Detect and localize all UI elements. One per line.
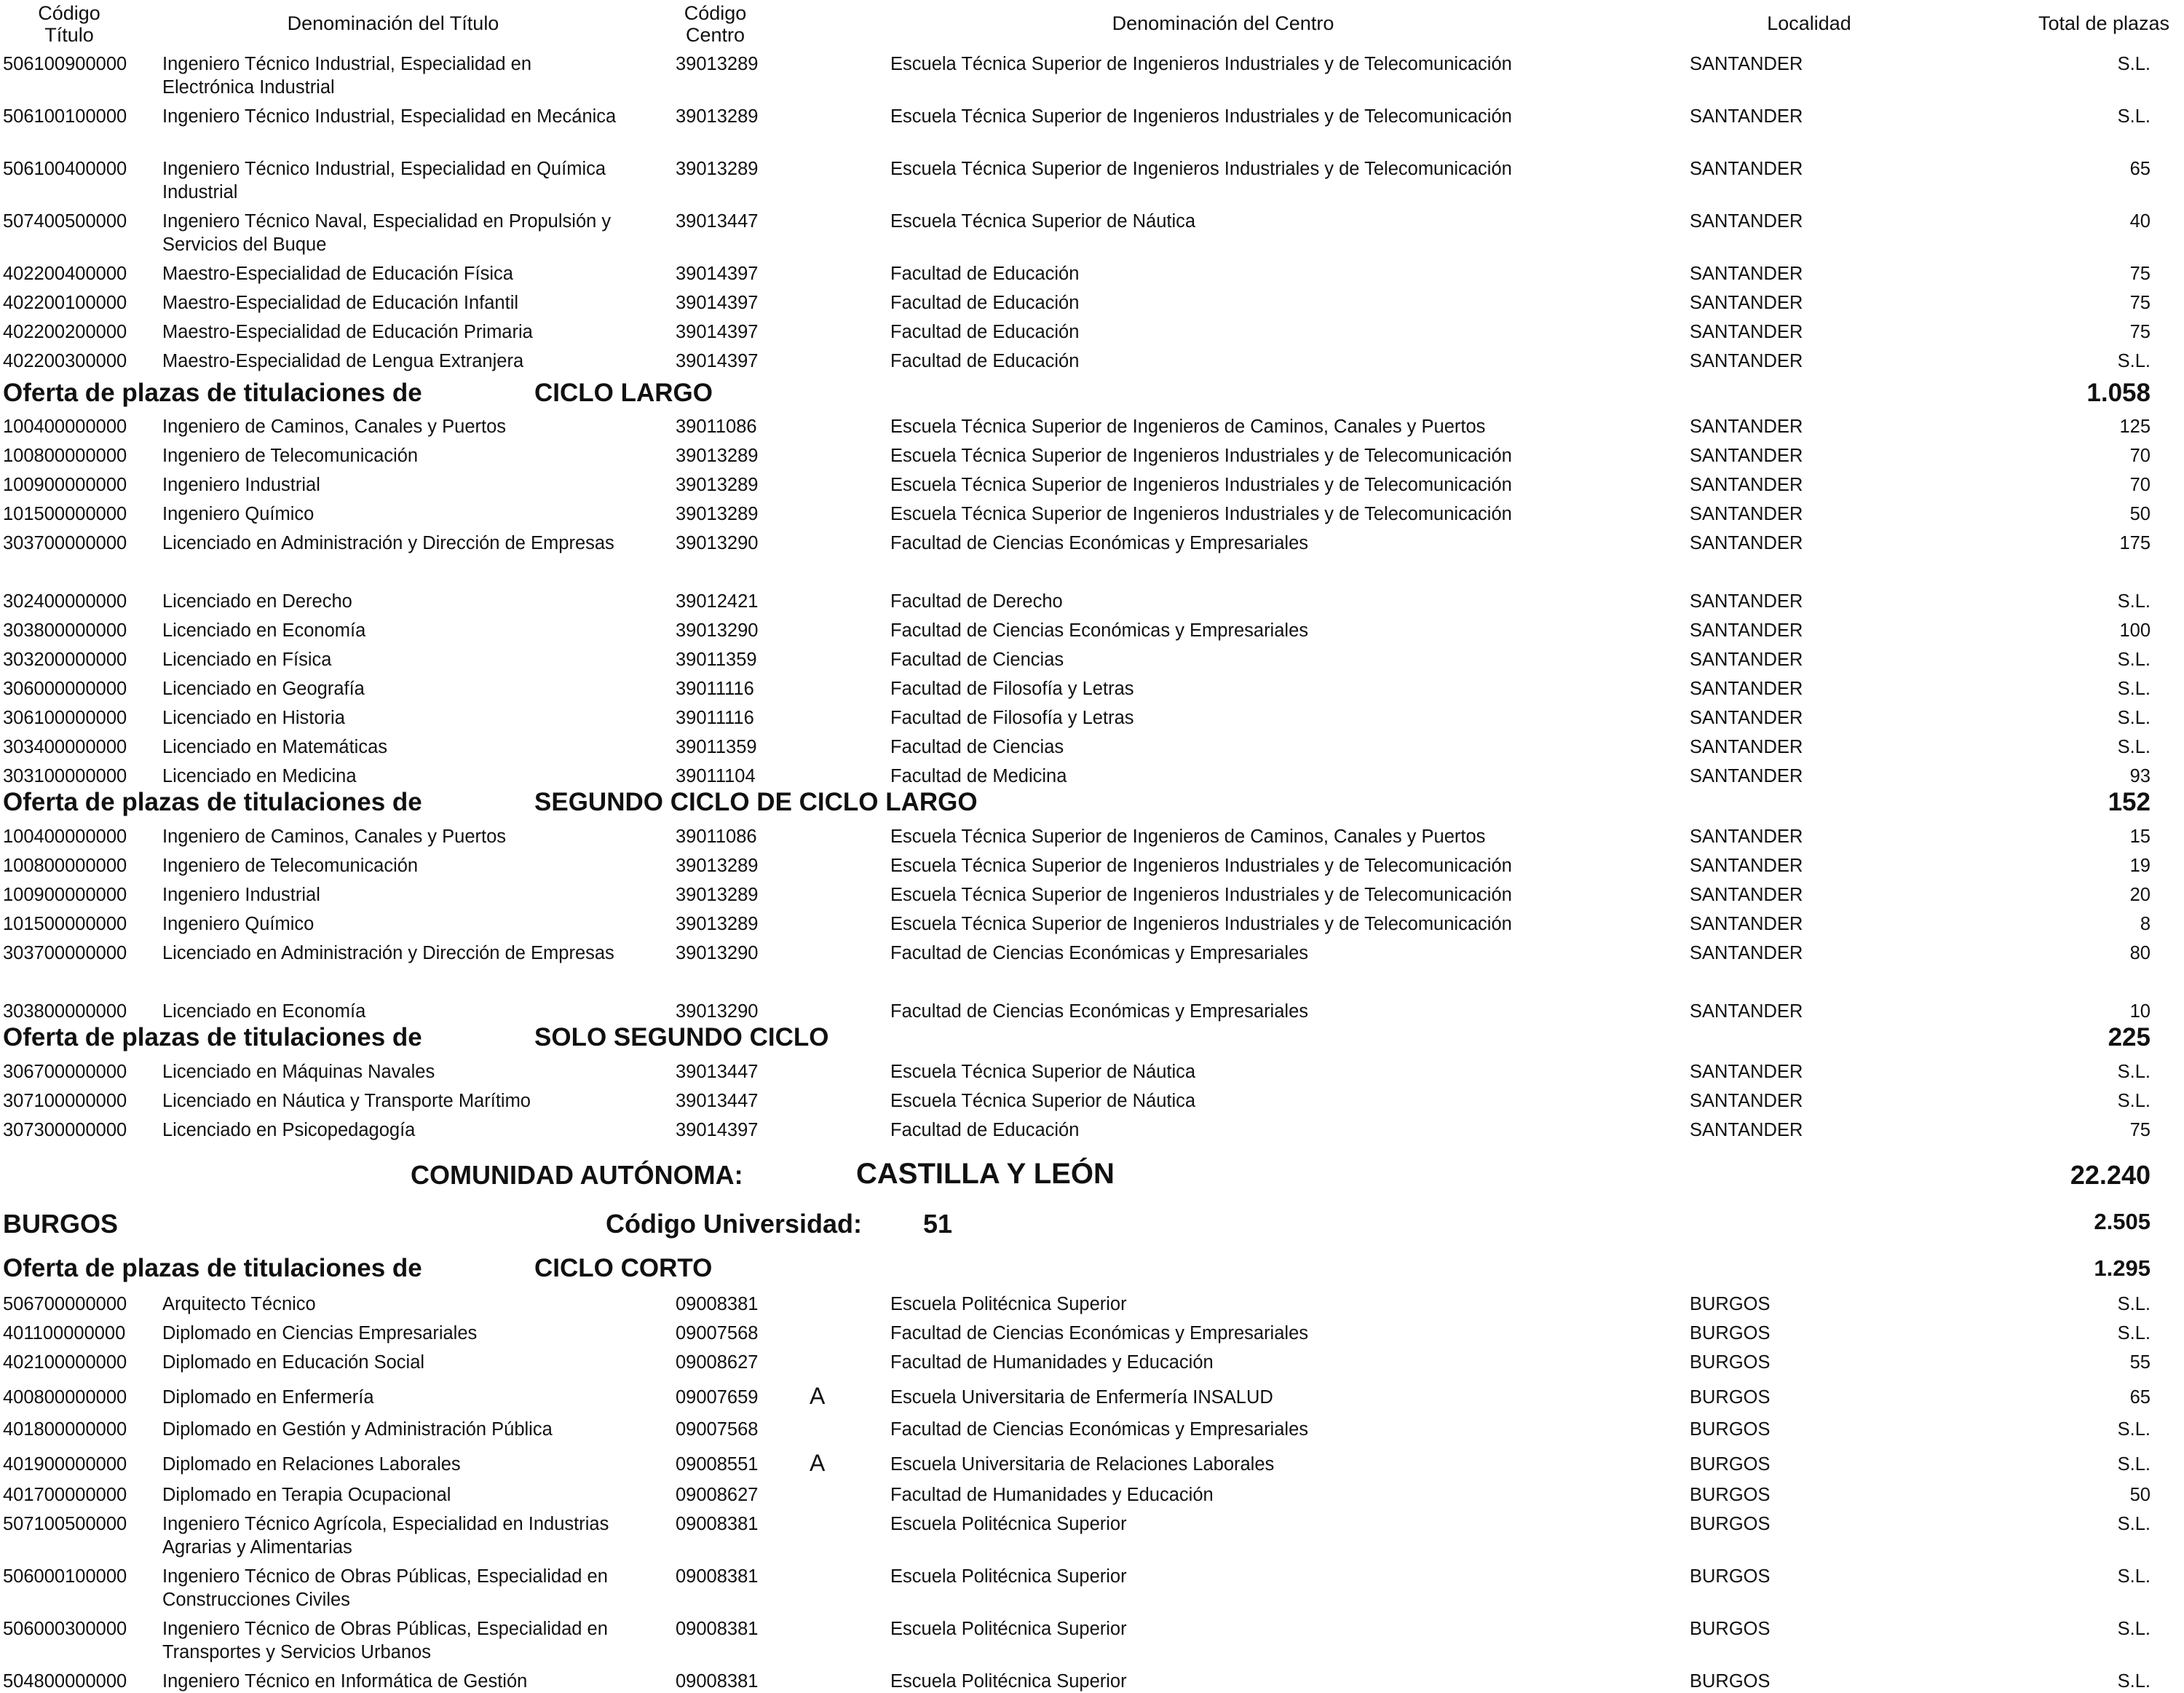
denominacion-titulo-cell: Licenciado en Historia — [162, 708, 345, 728]
codigo-centro-cell: 39013289 — [676, 106, 759, 127]
codigo-centro-cell: 39014397 — [676, 322, 759, 342]
codigo-titulo-cell: 303400000000 — [3, 737, 127, 757]
denominacion-titulo-cell: Ingeniero Técnico Industrial, Especialidad en Electrónica Industrial — [162, 54, 532, 98]
codigo-titulo-cell: 507400500000 — [3, 211, 127, 232]
localidad-cell: SANTANDER — [1690, 856, 1803, 876]
denominacion-titulo-cell: Licenciado en Derecho — [162, 591, 352, 612]
total-plazas-cell: 70 — [2129, 446, 2151, 466]
codigo-titulo-cell: 100900000000 — [3, 475, 127, 495]
localidad-cell: SANTANDER — [1690, 885, 1803, 905]
codigo-centro-cell: 39013290 — [676, 620, 759, 641]
denominacion-titulo-cell: Diplomado en Enfermería — [162, 1387, 374, 1408]
localidad-cell: SANTANDER — [1690, 264, 1803, 284]
codigo-titulo-cell: 401800000000 — [3, 1419, 127, 1440]
codigo-titulo-cell: 402200400000 — [3, 264, 127, 284]
denominacion-centro-cell: Facultad de Ciencias Económicas y Empresariales — [890, 533, 1308, 553]
header-codigo-centro-line2: Centro — [685, 24, 745, 46]
section-label: Oferta de plazas de titulaciones de — [3, 1254, 422, 1282]
denominacion-titulo-cell: Ingeniero Técnico en Informática de Gestión — [162, 1671, 528, 1692]
total-plazas-cell: 40 — [2129, 211, 2151, 232]
total-plazas-cell: 10 — [2129, 1001, 2151, 1022]
total-plazas-cell: 65 — [2129, 1387, 2151, 1408]
comunidad-label: COMUNIDAD AUTÓNOMA: — [411, 1160, 743, 1190]
codigo-titulo-cell: 303700000000 — [3, 943, 127, 963]
denominacion-centro-cell: Escuela Politécnica Superior — [890, 1294, 1127, 1314]
denominacion-centro-cell: Escuela Técnica Superior de Ingenieros Industriales y de Telecomunicación — [890, 856, 1512, 876]
codigo-centro-cell: 39011116 — [676, 708, 754, 728]
localidad-cell: SANTANDER — [1690, 293, 1803, 313]
header-localidad: Localidad — [1767, 12, 1851, 34]
codigo-centro-cell: 09008381 — [676, 1671, 759, 1692]
denominacion-centro-cell: Escuela Técnica Superior de Ingenieros de Caminos, Canales y Puertos — [890, 826, 1486, 847]
denominacion-titulo-cell: Ingeniero Técnico Agrícola, Especialidad en Industrias Agrarias y Alimentarias — [162, 1514, 609, 1558]
denominacion-centro-cell: Facultad de Ciencias Económicas y Empresariales — [890, 1419, 1308, 1440]
section-total: 152 — [2108, 788, 2151, 816]
total-plazas-cell: S.L. — [2117, 737, 2151, 757]
codigo-titulo-cell: 307300000000 — [3, 1120, 127, 1140]
denominacion-centro-cell: Escuela Técnica Superior de Ingenieros Industriales y de Telecomunicación — [890, 475, 1512, 495]
codigo-centro-cell: 39014397 — [676, 351, 759, 371]
codigo-titulo-cell: 402200200000 — [3, 322, 127, 342]
localidad-cell: BURGOS — [1690, 1419, 1770, 1440]
denominacion-centro-cell: Escuela Politécnica Superior — [890, 1566, 1127, 1587]
codigo-titulo-cell: 400800000000 — [3, 1387, 127, 1408]
total-plazas-cell: 8 — [2140, 914, 2151, 934]
codigo-centro-cell: 09008551 — [676, 1454, 759, 1475]
denominacion-centro-cell: Escuela Técnica Superior de Ingenieros Industriales y de Telecomunicación — [890, 446, 1512, 466]
denominacion-titulo-cell: Licenciado en Administración y Dirección de Empresas — [162, 533, 614, 553]
localidad-cell: SANTANDER — [1690, 1062, 1803, 1082]
total-plazas-cell: 19 — [2129, 856, 2151, 876]
section-kind: SEGUNDO CICLO DE CICLO LARGO — [534, 788, 978, 816]
total-plazas-cell: 75 — [2129, 1120, 2151, 1140]
total-plazas-cell: S.L. — [2117, 351, 2151, 371]
denominacion-centro-cell: Escuela Técnica Superior de Ingenieros Industriales y de Telecomunicación — [890, 106, 1512, 127]
denominacion-titulo-cell: Licenciado en Matemáticas — [162, 737, 388, 757]
codigo-titulo-cell: 303800000000 — [3, 1001, 127, 1022]
centro-mark-cell: A — [810, 1383, 826, 1409]
denominacion-titulo-cell: Ingeniero Técnico Industrial, Especialidad en Mecánica — [162, 106, 617, 127]
section-label: Oferta de plazas de titulaciones de — [3, 1023, 422, 1051]
total-plazas-cell: S.L. — [2117, 679, 2151, 699]
denominacion-centro-cell: Facultad de Ciencias Económicas y Empresariales — [890, 620, 1308, 641]
header-codigo-centro — [673, 0, 757, 48]
total-plazas-cell: S.L. — [2117, 106, 2151, 127]
denominacion-titulo-cell: Ingeniero Industrial — [162, 885, 320, 905]
codigo-titulo-cell: 100800000000 — [3, 446, 127, 466]
localidad-cell: SANTANDER — [1690, 914, 1803, 934]
localidad-cell: SANTANDER — [1690, 106, 1803, 127]
comunidad-name: CASTILLA Y LEÓN — [856, 1158, 1115, 1190]
denominacion-centro-cell: Facultad de Educación — [890, 293, 1080, 313]
codigo-titulo-cell: 504800000000 — [3, 1671, 127, 1692]
codigo-centro-cell: 09008381 — [676, 1294, 759, 1314]
codigo-centro-cell: 39011104 — [676, 766, 756, 786]
centro-mark-cell: A — [810, 1450, 826, 1476]
codigo-centro-cell: 39013289 — [676, 914, 759, 934]
localidad-cell: SANTANDER — [1690, 1120, 1803, 1140]
total-plazas-cell: 50 — [2129, 504, 2151, 524]
codigo-centro-cell: 39011359 — [676, 650, 757, 670]
codigo-centro-cell: 09008381 — [676, 1566, 759, 1587]
total-plazas-cell: 75 — [2129, 322, 2151, 342]
denominacion-titulo-cell: Licenciado en Geografía — [162, 679, 365, 699]
codigo-titulo-cell: 306000000000 — [3, 679, 127, 699]
codigo-titulo-cell: 303700000000 — [3, 533, 127, 553]
denominacion-titulo-cell: Diplomado en Educación Social — [162, 1352, 425, 1373]
header-denominacion-centro: Denominación del Centro — [1112, 12, 1334, 34]
localidad-cell: SANTANDER — [1690, 54, 1803, 74]
total-plazas-cell: 55 — [2129, 1352, 2151, 1373]
denominacion-titulo-cell: Ingeniero Técnico de Obras Públicas, Especialidad en Construcciones Civiles — [162, 1566, 608, 1610]
codigo-centro-cell: 09008381 — [676, 1619, 759, 1639]
section-total: 225 — [2108, 1023, 2151, 1051]
denominacion-titulo-cell: Maestro-Especialidad de Educación Infantil — [162, 293, 519, 313]
denominacion-titulo-cell: Licenciado en Medicina — [162, 766, 357, 786]
total-plazas-cell: S.L. — [2117, 1062, 2151, 1082]
codigo-titulo-cell: 401700000000 — [3, 1485, 127, 1505]
total-plazas-cell: 20 — [2129, 885, 2151, 905]
total-plazas-cell: S.L. — [2117, 1454, 2151, 1475]
codigo-centro-cell: 09008627 — [676, 1352, 759, 1373]
codigo-titulo-cell: 306100000000 — [3, 708, 127, 728]
total-plazas-cell: 70 — [2129, 475, 2151, 495]
codigo-titulo-cell: 101500000000 — [3, 504, 127, 524]
denominacion-titulo-cell: Arquitecto Técnico — [162, 1294, 316, 1314]
localidad-cell: SANTANDER — [1690, 737, 1803, 757]
denominacion-titulo-cell: Diplomado en Terapia Ocupacional — [162, 1485, 451, 1505]
total-plazas-cell: S.L. — [2117, 1294, 2151, 1314]
denominacion-centro-cell: Facultad de Humanidades y Educación — [890, 1352, 1214, 1373]
localidad-cell: SANTANDER — [1690, 1001, 1803, 1022]
denominacion-centro-cell: Escuela Técnica Superior de Ingenieros Industriales y de Telecomunicación — [890, 504, 1512, 524]
denominacion-centro-cell: Facultad de Derecho — [890, 591, 1063, 612]
localidad-cell: BURGOS — [1690, 1352, 1770, 1373]
denominacion-titulo-cell: Ingeniero Industrial — [162, 475, 320, 495]
codigo-centro-cell: 39012421 — [676, 591, 759, 612]
codigo-titulo-cell: 507100500000 — [3, 1514, 127, 1534]
denominacion-centro-cell: Facultad de Ciencias Económicas y Empresariales — [890, 1323, 1308, 1343]
total-plazas-cell: S.L. — [2117, 591, 2151, 612]
codigo-titulo-cell: 506000300000 — [3, 1619, 127, 1639]
denominacion-centro-cell: Escuela Técnica Superior de Náutica — [890, 1062, 1196, 1082]
localidad-cell: BURGOS — [1690, 1514, 1770, 1534]
denominacion-centro-cell: Facultad de Ciencias — [890, 650, 1064, 670]
localidad-cell: SANTANDER — [1690, 504, 1803, 524]
localidad-cell: SANTANDER — [1690, 943, 1803, 963]
codigo-centro-cell: 39013289 — [676, 504, 759, 524]
localidad-cell: SANTANDER — [1690, 211, 1803, 232]
codigo-centro-cell: 39013290 — [676, 533, 759, 553]
localidad-cell: BURGOS — [1690, 1671, 1770, 1692]
denominacion-centro-cell: Facultad de Educación — [890, 351, 1080, 371]
codigo-titulo-cell: 101500000000 — [3, 914, 127, 934]
codigo-titulo-cell: 402200100000 — [3, 293, 127, 313]
codigo-titulo-cell: 303800000000 — [3, 620, 127, 641]
localidad-cell: SANTANDER — [1690, 533, 1803, 553]
codigo-titulo-cell: 402200300000 — [3, 351, 127, 371]
localidad-cell: SANTANDER — [1690, 417, 1803, 437]
codigo-titulo-cell: 303200000000 — [3, 650, 127, 670]
total-plazas-cell: 75 — [2129, 293, 2151, 313]
localidad-cell: BURGOS — [1690, 1294, 1770, 1314]
denominacion-centro-cell: Facultad de Educación — [890, 264, 1080, 284]
denominacion-titulo-cell: Diplomado en Ciencias Empresariales — [162, 1323, 478, 1343]
section-kind: SOLO SEGUNDO CICLO — [534, 1023, 829, 1051]
universidad-label: Código Universidad: — [606, 1209, 863, 1239]
total-plazas-cell: S.L. — [2117, 54, 2151, 74]
denominacion-titulo-cell: Ingeniero Químico — [162, 914, 314, 934]
denominacion-titulo-cell: Licenciado en Economía — [162, 620, 366, 641]
denominacion-titulo-cell: Diplomado en Relaciones Laborales — [162, 1454, 461, 1475]
denominacion-centro-cell: Facultad de Ciencias Económicas y Empresariales — [890, 943, 1308, 963]
denominacion-titulo-cell: Licenciado en Náutica y Transporte Marítimo — [162, 1091, 531, 1111]
codigo-centro-cell: 39014397 — [676, 1120, 759, 1140]
section-kind: CICLO CORTO — [534, 1254, 713, 1282]
localidad-cell: SANTANDER — [1690, 351, 1803, 371]
codigo-centro-cell: 39014397 — [676, 264, 759, 284]
codigo-titulo-cell: 100800000000 — [3, 856, 127, 876]
codigo-centro-cell: 39013447 — [676, 1062, 759, 1082]
total-plazas-cell: 175 — [2119, 533, 2151, 553]
universidad-code: 51 — [923, 1209, 953, 1239]
total-plazas-cell: 93 — [2129, 766, 2151, 786]
codigo-titulo-cell: 303100000000 — [3, 766, 127, 786]
total-plazas-cell: S.L. — [2117, 1323, 2151, 1343]
codigo-titulo-cell: 506100100000 — [3, 106, 127, 127]
total-plazas-cell: 80 — [2129, 943, 2151, 963]
denominacion-titulo-cell: Ingeniero de Telecomunicación — [162, 446, 419, 466]
total-plazas-cell: 50 — [2129, 1485, 2151, 1505]
header-codigo-centro-line1: Código — [684, 2, 747, 24]
total-plazas-cell: 75 — [2129, 264, 2151, 284]
universidad-total: 2.505 — [2094, 1209, 2151, 1234]
denominacion-titulo-cell: Ingeniero de Telecomunicación — [162, 856, 419, 876]
codigo-centro-cell: 39013289 — [676, 159, 759, 179]
denominacion-titulo-cell: Licenciado en Psicopedagogía — [162, 1120, 416, 1140]
denominacion-centro-cell: Facultad de Educación — [890, 322, 1080, 342]
denominacion-titulo-cell: Ingeniero Técnico Industrial, Especialidad en Química Industrial — [162, 159, 606, 202]
denominacion-centro-cell: Escuela Técnica Superior de Ingenieros Industriales y de Telecomunicación — [890, 914, 1512, 934]
denominacion-titulo-cell: Licenciado en Administración y Dirección de Empresas — [162, 943, 614, 963]
localidad-cell: SANTANDER — [1690, 322, 1803, 342]
localidad-cell: SANTANDER — [1690, 650, 1803, 670]
section-label: Oferta de plazas de titulaciones de — [3, 379, 422, 407]
localidad-cell: BURGOS — [1690, 1323, 1770, 1343]
header-denominacion-titulo: Denominación del Título — [287, 12, 499, 34]
denominacion-titulo-cell: Licenciado en Economía — [162, 1001, 366, 1022]
total-plazas-cell: S.L. — [2117, 650, 2151, 670]
denominacion-titulo-cell: Ingeniero Técnico Naval, Especialidad en Propulsión y Servicios del Buque — [162, 211, 612, 255]
denominacion-titulo-cell: Licenciado en Máquinas Navales — [162, 1062, 435, 1082]
denominacion-titulo-cell: Ingeniero de Caminos, Canales y Puertos — [162, 417, 507, 437]
universidad-name: BURGOS — [3, 1209, 119, 1239]
total-plazas-cell: 15 — [2129, 826, 2151, 847]
localidad-cell: BURGOS — [1690, 1454, 1770, 1475]
codigo-titulo-cell: 306700000000 — [3, 1062, 127, 1082]
total-plazas-cell: S.L. — [2117, 1419, 2151, 1440]
codigo-centro-cell: 39011086 — [676, 826, 757, 847]
codigo-titulo-cell: 506100900000 — [3, 54, 127, 74]
codigo-centro-cell: 39013289 — [676, 475, 759, 495]
denominacion-titulo-cell: Ingeniero Técnico de Obras Públicas, Especialidad en Transportes y Servicios Urbanos — [162, 1619, 608, 1662]
header-codigo-titulo-line1: Código — [38, 2, 100, 24]
codigo-titulo-cell: 402100000000 — [3, 1352, 127, 1373]
localidad-cell: SANTANDER — [1690, 475, 1803, 495]
codigo-centro-cell: 39013289 — [676, 885, 759, 905]
section-total: 1.295 — [2094, 1255, 2151, 1281]
denominacion-centro-cell: Facultad de Ciencias Económicas y Empresariales — [890, 1001, 1308, 1022]
header-total-plazas: Total de plazas — [2038, 12, 2170, 34]
denominacion-centro-cell: Escuela Técnica Superior de Ingenieros Industriales y de Telecomunicación — [890, 885, 1512, 905]
header-codigo-titulo-line2: Título — [44, 24, 94, 46]
codigo-centro-cell: 09007568 — [676, 1419, 759, 1440]
denominacion-titulo-cell: Diplomado en Gestión y Administración Pública — [162, 1419, 553, 1440]
denominacion-centro-cell: Facultad de Ciencias — [890, 737, 1064, 757]
localidad-cell: SANTANDER — [1690, 766, 1803, 786]
codigo-titulo-cell: 506100400000 — [3, 159, 127, 179]
denominacion-titulo-cell: Maestro-Especialidad de Lengua Extranjera — [162, 351, 524, 371]
denominacion-centro-cell: Escuela Técnica Superior de Náutica — [890, 211, 1196, 232]
codigo-centro-cell: 39013447 — [676, 211, 759, 232]
codigo-titulo-cell: 100400000000 — [3, 826, 127, 847]
localidad-cell: SANTANDER — [1690, 591, 1803, 612]
denominacion-centro-cell: Escuela Técnica Superior de Ingenieros de Caminos, Canales y Puertos — [890, 417, 1486, 437]
total-plazas-cell: S.L. — [2117, 1514, 2151, 1534]
localidad-cell: SANTANDER — [1690, 826, 1803, 847]
codigo-centro-cell: 39013290 — [676, 1001, 759, 1022]
codigo-centro-cell: 39011086 — [676, 417, 757, 437]
total-plazas-cell: S.L. — [2117, 708, 2151, 728]
codigo-centro-cell: 09007568 — [676, 1323, 759, 1343]
codigo-centro-cell: 39013447 — [676, 1091, 759, 1111]
denominacion-centro-cell: Escuela Universitaria de Enfermería INSALUD — [890, 1387, 1273, 1408]
localidad-cell: BURGOS — [1690, 1566, 1770, 1587]
denominacion-titulo-cell: Ingeniero de Caminos, Canales y Puertos — [162, 826, 507, 847]
total-plazas-cell: S.L. — [2117, 1671, 2151, 1692]
total-plazas-cell: S.L. — [2117, 1566, 2151, 1587]
denominacion-centro-cell: Escuela Técnica Superior de Ingenieros Industriales y de Telecomunicación — [890, 54, 1512, 74]
localidad-cell: SANTANDER — [1690, 679, 1803, 699]
localidad-cell: BURGOS — [1690, 1619, 1770, 1639]
codigo-titulo-cell: 506700000000 — [3, 1294, 127, 1314]
denominacion-centro-cell: Escuela Politécnica Superior — [890, 1514, 1127, 1534]
localidad-cell: BURGOS — [1690, 1485, 1770, 1505]
denominacion-centro-cell: Escuela Técnica Superior de Ingenieros Industriales y de Telecomunicación — [890, 159, 1512, 179]
localidad-cell: BURGOS — [1690, 1387, 1770, 1408]
denominacion-centro-cell: Escuela Técnica Superior de Náutica — [890, 1091, 1196, 1111]
denominacion-centro-cell: Facultad de Educación — [890, 1120, 1080, 1140]
codigo-titulo-cell: 401100000000 — [3, 1323, 126, 1343]
localidad-cell: SANTANDER — [1690, 446, 1803, 466]
codigo-titulo-cell: 100400000000 — [3, 417, 127, 437]
codigo-titulo-cell: 506000100000 — [3, 1566, 127, 1587]
codigo-centro-cell: 09007659 — [676, 1387, 759, 1408]
denominacion-titulo-cell: Maestro-Especialidad de Educación Física — [162, 264, 513, 284]
denominacion-centro-cell: Escuela Universitaria de Relaciones Laborales — [890, 1454, 1275, 1475]
denominacion-centro-cell: Escuela Politécnica Superior — [890, 1671, 1127, 1692]
codigo-centro-cell: 09008627 — [676, 1485, 759, 1505]
localidad-cell: SANTANDER — [1690, 159, 1803, 179]
codigo-centro-cell: 39011359 — [676, 737, 757, 757]
section-total: 1.058 — [2086, 379, 2151, 407]
codigo-centro-cell: 39011116 — [676, 679, 754, 699]
section-kind: CICLO LARGO — [534, 379, 713, 407]
codigo-centro-cell: 39013289 — [676, 856, 759, 876]
total-plazas-cell: 100 — [2119, 620, 2151, 641]
codigo-titulo-cell: 100900000000 — [3, 885, 127, 905]
denominacion-centro-cell: Facultad de Filosofía y Letras — [890, 679, 1134, 699]
section-label: Oferta de plazas de titulaciones de — [3, 788, 422, 816]
denominacion-centro-cell: Facultad de Filosofía y Letras — [890, 708, 1134, 728]
codigo-centro-cell: 09008381 — [676, 1514, 759, 1534]
denominacion-titulo-cell: Licenciado en Física — [162, 650, 332, 670]
codigo-titulo-cell: 302400000000 — [3, 591, 127, 612]
localidad-cell: SANTANDER — [1690, 1091, 1803, 1111]
denominacion-centro-cell: Facultad de Humanidades y Educación — [890, 1485, 1214, 1505]
denominacion-titulo-cell: Maestro-Especialidad de Educación Primaria — [162, 322, 533, 342]
codigo-centro-cell: 39014397 — [676, 293, 759, 313]
header-codigo-titulo — [29, 0, 109, 48]
total-plazas-cell: 65 — [2129, 159, 2151, 179]
total-plazas-cell: 125 — [2119, 417, 2151, 437]
codigo-centro-cell: 39013289 — [676, 446, 759, 466]
denominacion-centro-cell: Facultad de Medicina — [890, 766, 1067, 786]
codigo-centro-cell: 39013289 — [676, 54, 759, 74]
localidad-cell: SANTANDER — [1690, 620, 1803, 641]
codigo-titulo-cell: 307100000000 — [3, 1091, 127, 1111]
codigo-titulo-cell: 401900000000 — [3, 1454, 127, 1475]
total-plazas-cell: S.L. — [2117, 1091, 2151, 1111]
codigo-centro-cell: 39013290 — [676, 943, 759, 963]
comunidad-total: 22.240 — [2070, 1160, 2151, 1190]
total-plazas-cell: S.L. — [2117, 1619, 2151, 1639]
localidad-cell: SANTANDER — [1690, 708, 1803, 728]
denominacion-centro-cell: Escuela Politécnica Superior — [890, 1619, 1127, 1639]
denominacion-titulo-cell: Ingeniero Químico — [162, 504, 314, 524]
